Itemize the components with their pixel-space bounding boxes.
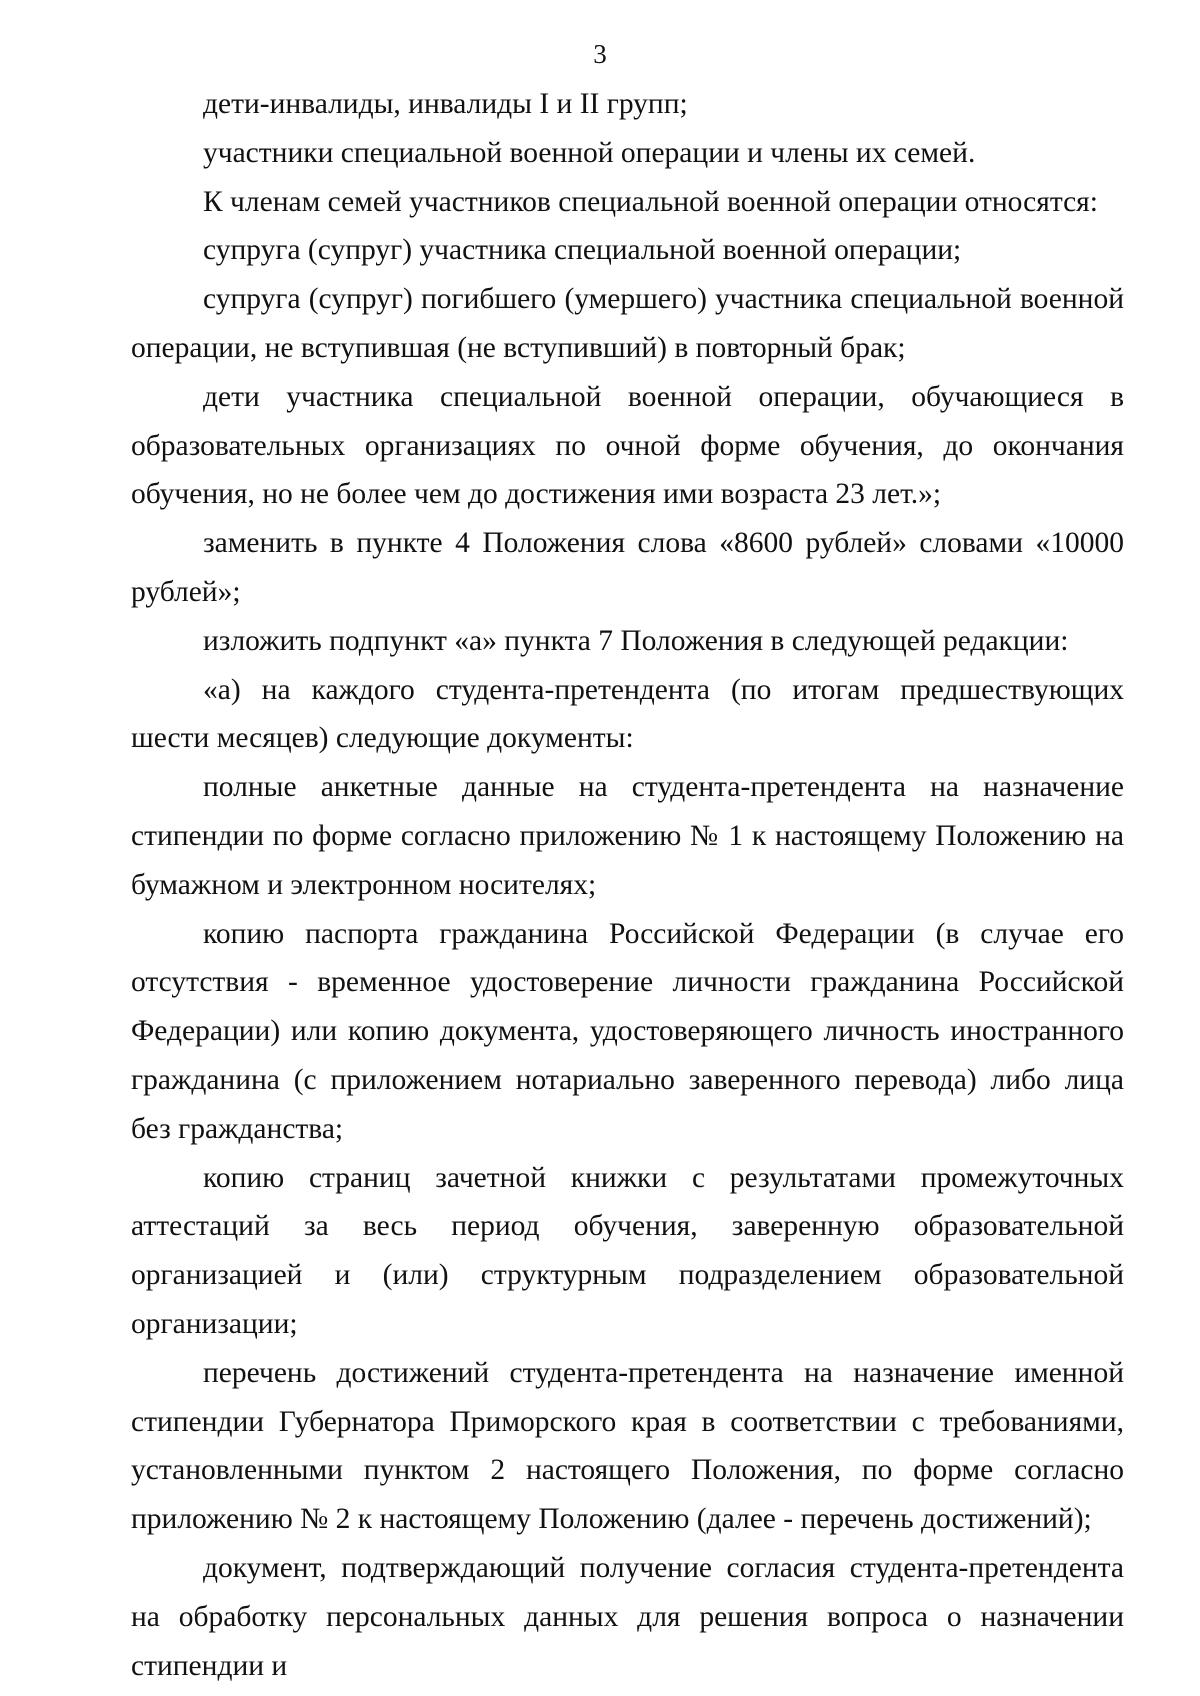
paragraph-8: изложить подпункт «а» пункта 7 Положения в следующей редакции: [203,624,1069,657]
page-number: 3 [593,39,607,69]
paragraph-3: К членам семей участников специальной военной операции относятся: [203,185,1098,218]
paragraph-11: копию паспорта гражданина Российской Федерации (в случае его отсутствия - временное удостоверение личности гражданина Российской Федерации) или копию документа, удостоверяющего личность иностранного гражданина (с приложением нотариально заверенного перевода) либо лица без гражданства; [131,917,1124,1145]
paragraph-12: копию страниц зачетной книжки с результатами промежуточных аттестаций за весь период обучения, заверенную образовательной организацией и (или) структурным подразделением образовательной организации; [131,1161,1124,1340]
paragraph-6: дети участника специальной военной операции, обучающиеся в образовательных организациях по очной форме обучения, до окончания обучения, но не более чем до достижения ими возраста 23 лет.»; [131,380,1124,511]
paragraph-14: документ, подтверждающий получение согласия студента-претендента на обработку персональных данных для решения вопроса о назначении стипендии и [131,1551,1124,1682]
paragraph-5: супруга (супруг) погибшего (умершего) участника специальной военной операции, не вступившая (не вступивший) в повторный брак; [131,283,1124,364]
paragraph-13: перечень достижений студента-претендента на назначение именной стипендии Губернатора Приморского края в соответствии с требованиями, установленными пунктом 2 настоящего Положения, по форме согласно приложению № 2 к настоящему Положению (далее - перечень достижений); [131,1356,1124,1536]
paragraph-1: дети-инвалиды, инвалиды I и II групп; [203,88,688,120]
document-body [131,80,1124,1690]
paragraph-7: заменить в пункте 4 Положения слова «8600 рублей» словами «10000 рублей»; [131,527,1124,608]
paragraph-10: полные анкетные данные на студента-претендента на назначение стипендии по форме согласно приложению № 1 к настоящему Положению на бумажном и электронном носителях; [131,771,1124,901]
paragraph-2: участники специальной военной операции и члены их семей. [203,136,976,169]
paragraph-9: «а) на каждого студента-претендента (по итогам предшествующих шести месяцев) следующие документы: [131,673,1124,755]
paragraph-4: супруга (супруг) участника специальной военной операции; [203,234,962,267]
